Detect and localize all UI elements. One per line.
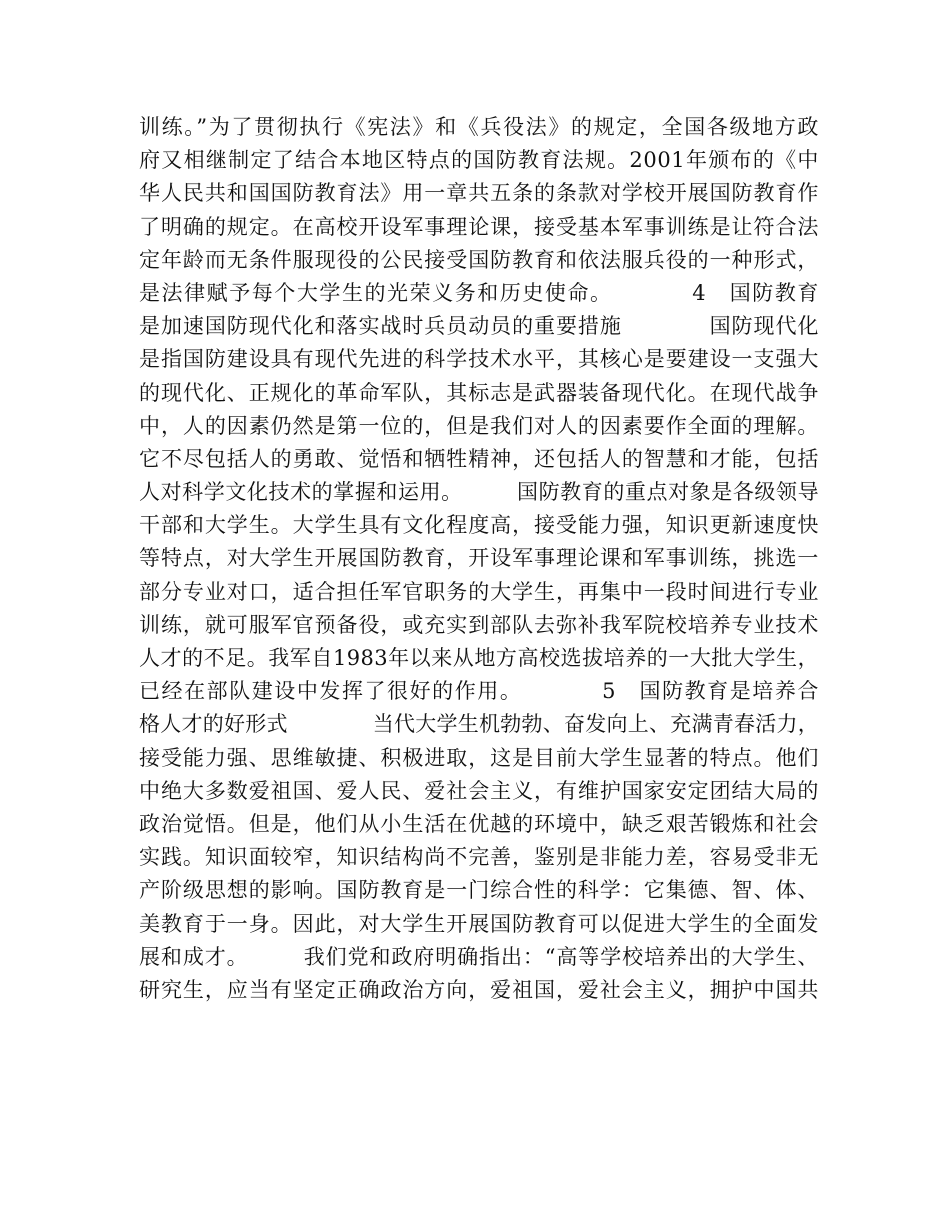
text-line: 中绝大多数爱祖国、爱人民、爱社会主义，有维护国家安定团结大局的 [139, 778, 819, 803]
text-line: 干部和大学生。大学生具有文化程度高，接受能力强，知识更新速度快 [139, 513, 819, 538]
text-line: 展和成才。 我们党和政府明确指出：“高等学校培养出的大学生、 [139, 944, 819, 969]
text-line: 定年龄而无条件服现役的公民接受国防教育和依法服兵役的一种形式， [139, 247, 819, 272]
text-line: 接受能力强、思维敏捷、积极进取，这是目前大学生显著的特点。他们 [139, 745, 819, 770]
text-line: 它不尽包括人的勇敢、觉悟和牺牲精神，还包括人的智慧和才能，包括 [139, 446, 819, 471]
text-line: 实践。知识面较窄，知识结构尚不完善，鉴别是非能力差，容易受非无 [139, 845, 819, 870]
text-line: 人才的不足。我军自1983年以来从地方高校选拔培养的一大批大学生， [139, 646, 819, 670]
text-line: 华人民共和国国防教育法》用一章共五条的条款对学校开展国防教育作 [139, 181, 819, 206]
text-line: 人对科学文化技术的掌握和运用。 国防教育的重点对象是各级领导 [139, 480, 819, 505]
text-line: 格人才的好形式 当代大学生机勃勃、奋发向上、充满青春活力， [139, 712, 819, 737]
text-line: 是加速国防现代化和落实战时兵员动员的重要措施 国防现代化 [139, 314, 819, 339]
text-line: 政治觉悟。但是，他们从小生活在优越的环境中，缺乏艰苦锻炼和社会 [139, 811, 819, 836]
text-line: 部分专业对口，适合担任军官职务的大学生，再集中一段时间进行专业 [139, 579, 819, 604]
text-line: 的现代化、正规化的革命军队，其标志是武器装备现代化。在现代战争 [139, 380, 819, 405]
text-line: 研究生，应当有坚定正确政治方向，爱祖国，爱社会主义，拥护中国共 [139, 977, 819, 1002]
text-line: 中，人的因素仍然是第一位的，但是我们对人的因素要作全面的理解。 [139, 413, 819, 438]
text-line: 训练。”为了贯彻执行《宪法》和《兵役法》的规定，全国各级地方政 [139, 115, 819, 139]
text-line: 美教育于一身。因此，对大学生开展国防教育可以促进大学生的全面发 [139, 911, 819, 936]
text-line: 训练，就可服军官预备役，或充实到部队去弥补我军院校培养专业技术 [139, 612, 819, 637]
text-line: 是法律赋予每个大学生的光荣义务和历史使命。 4 国防教育 [139, 280, 819, 305]
text-line: 是指国防建设具有现代先进的科学技术水平，其核心是要建设一支强大 [139, 347, 819, 372]
body-text [139, 111, 819, 1007]
text-line: 了明确的规定。在高校开设军事理论课，接受基本军事训练是让符合法 [139, 214, 819, 239]
text-line: 产阶级思想的影响。国防教育是一门综合性的科学：它集德、智、体、 [139, 878, 819, 903]
text-line: 等特点，对大学生开展国防教育，开设军事理论课和军事训练，挑选一 [139, 546, 819, 571]
text-line: 已经在部队建设中发挥了很好的作用。 5 国防教育是培养合 [139, 679, 819, 704]
text-line: 府又相继制定了结合本地区特点的国防教育法规。2001年颁布的《中 [139, 148, 819, 173]
